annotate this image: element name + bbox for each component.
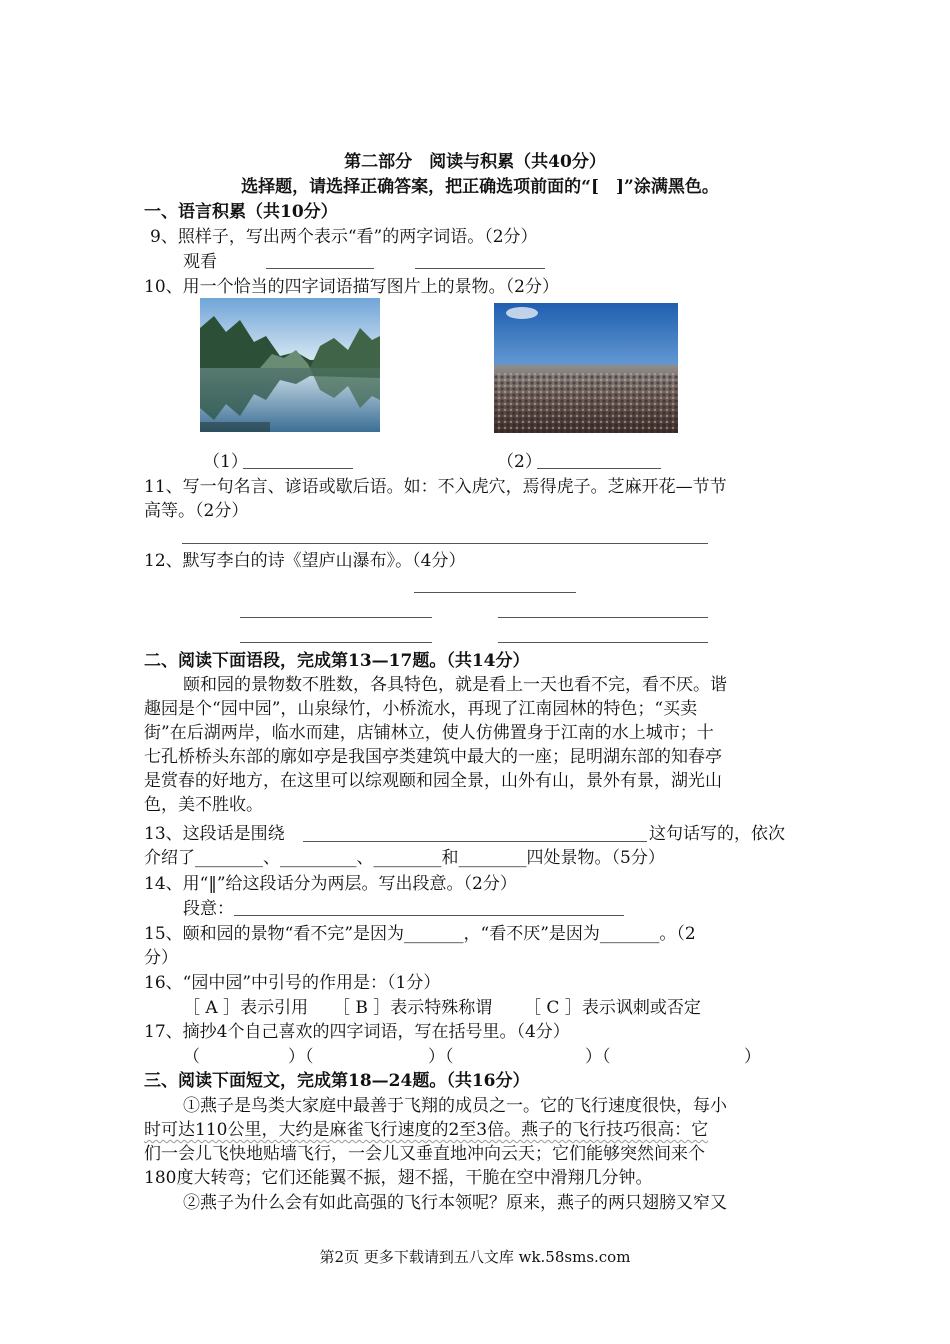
article-text: ①燕子是鸟类大家庭中最善于飞翔的成员之一。它的飞行速度很快，每小 — [183, 1096, 727, 1116]
article-line: 180度大转弯；它们还能翼不振，翅不摇，干脆在空中滑翔几分钟。 — [144, 1168, 653, 1188]
article-line: ②燕子为什么会有如此高强的飞行本领呢？原来，燕子的两只翅膀又窄又 — [183, 1193, 727, 1213]
article-line — [183, 1094, 727, 1118]
q12-line-4[interactable] — [498, 642, 708, 643]
question-11-line1: 11、写一句名言、谚语或歇后语。如：不入虎穴，焉得虎子。芝麻开花—节节 — [144, 477, 727, 497]
crowd-photo — [494, 303, 678, 433]
q14-answer-line[interactable] — [234, 915, 624, 916]
q17-paren: ）（ — [428, 1047, 454, 1067]
question-14: 14、用“‖”给这段话分为两层。写出段意。（2分） — [144, 874, 517, 894]
question-15-cont: 分） — [144, 948, 178, 968]
q12-line-1[interactable] — [240, 617, 432, 618]
part-title: 第二部分 阅读与积累（共40分） — [344, 152, 606, 172]
article-line: 时可达110公里，大约是麻雀飞行速度的2至3倍。燕子的飞行技巧很高：它 — [144, 1120, 709, 1140]
q9-blank-1[interactable] — [266, 268, 374, 269]
question-15: 15、颐和园的景物“看不完”是因为_______，“看不厌”是因为_______。（2 — [144, 924, 696, 944]
instruction: 选择题，请选择正确答案，把正确选项前面的“[ ]”涂满黑色。 — [241, 177, 719, 197]
q11-answer-line[interactable] — [182, 543, 708, 544]
q17-paren: ）（ — [288, 1047, 314, 1067]
section2-heading: 二、阅读下面语段，完成第13—17题。（共14分） — [144, 651, 530, 671]
passage-line: 趣园是个“园中园”，山泉绿竹，小桥流水，再现了江南园林的特色；“买卖 — [144, 699, 698, 719]
q9-example: 观看 — [183, 252, 217, 272]
q17-paren: ） — [744, 1047, 761, 1067]
question-17: 17、摘抄4个自己喜欢的四字词语，写在括号里。（4分） — [144, 1022, 570, 1042]
q10-blank-1[interactable] — [243, 468, 353, 469]
question-11-line2: 高等。（2分） — [144, 501, 249, 521]
section1-heading: 一、语言积累（共10分） — [144, 202, 338, 222]
passage-line: 色，美不胜收。 — [144, 795, 263, 815]
question-13-end: 介绍了________、_________、________和________四处景物。（5分） — [144, 848, 665, 868]
q10-blank-2[interactable] — [537, 468, 661, 469]
question-16: 16、“园中园”中引号的作用是：（1分） — [144, 973, 441, 993]
page-footer: 第2页 更多下载请到五八文库 wk.58sms.com — [319, 1248, 631, 1266]
question-12: 12、默写李白的诗《望庐山瀑布》。（4分） — [144, 551, 466, 571]
question-13-mid: 这句话写的，依次 — [649, 824, 785, 844]
passage-line: 七孔桥桥头东部的廓如亭是我国亭类建筑中最大的一座；昆明湖东部的知春亭 — [144, 747, 722, 767]
q16-option-a[interactable]: ［ A ］表示引用 — [183, 998, 309, 1018]
article-line: 们一会儿飞快地贴墙飞行，一会儿又垂直地冲向云天；它们能够突然间来个 — [144, 1144, 705, 1164]
q17-paren: （ — [183, 1047, 200, 1067]
question-10: 10、用一个恰当的四字词语描写图片上的景物。（2分） — [144, 277, 559, 297]
passage-line: 街”在后湖两岸，临水而建，店铺林立，使人仿佛置身于江南的水上城市；十 — [144, 723, 714, 743]
q14-label: 段意： — [183, 899, 234, 919]
passage-line: 颐和园的景物数不胜数，各具特色，就是看上一天也看不完，看不厌。谐 — [183, 675, 727, 695]
q12-line-title[interactable] — [414, 592, 576, 593]
landscape-photo — [200, 298, 380, 432]
q17-paren: ）（ — [585, 1047, 611, 1067]
question-13-start: 13、这段话是围绕 — [144, 824, 285, 844]
q12-line-2[interactable] — [498, 617, 708, 618]
q10-label-2: （2） — [497, 452, 542, 472]
question-9: 9、照样子，写出两个表示“看”的两字词语。（2分） — [150, 227, 538, 247]
q12-line-3[interactable] — [240, 642, 432, 643]
passage-line: 是赏春的好地方，在这里可以综观颐和园全景，山外有山，景外有景，湖光山 — [144, 771, 722, 791]
q10-label-1: （1） — [203, 452, 248, 472]
q9-blank-2[interactable] — [415, 268, 545, 269]
q16-option-c[interactable]: ［ C ］表示讽刺或否定 — [524, 998, 701, 1018]
q13-blank[interactable] — [303, 841, 647, 842]
section3-heading: 三、阅读下面短文，完成第18—24题。（共16分） — [144, 1071, 530, 1091]
q16-option-b[interactable]: ［ B ］表示特殊称谓 — [333, 998, 493, 1018]
